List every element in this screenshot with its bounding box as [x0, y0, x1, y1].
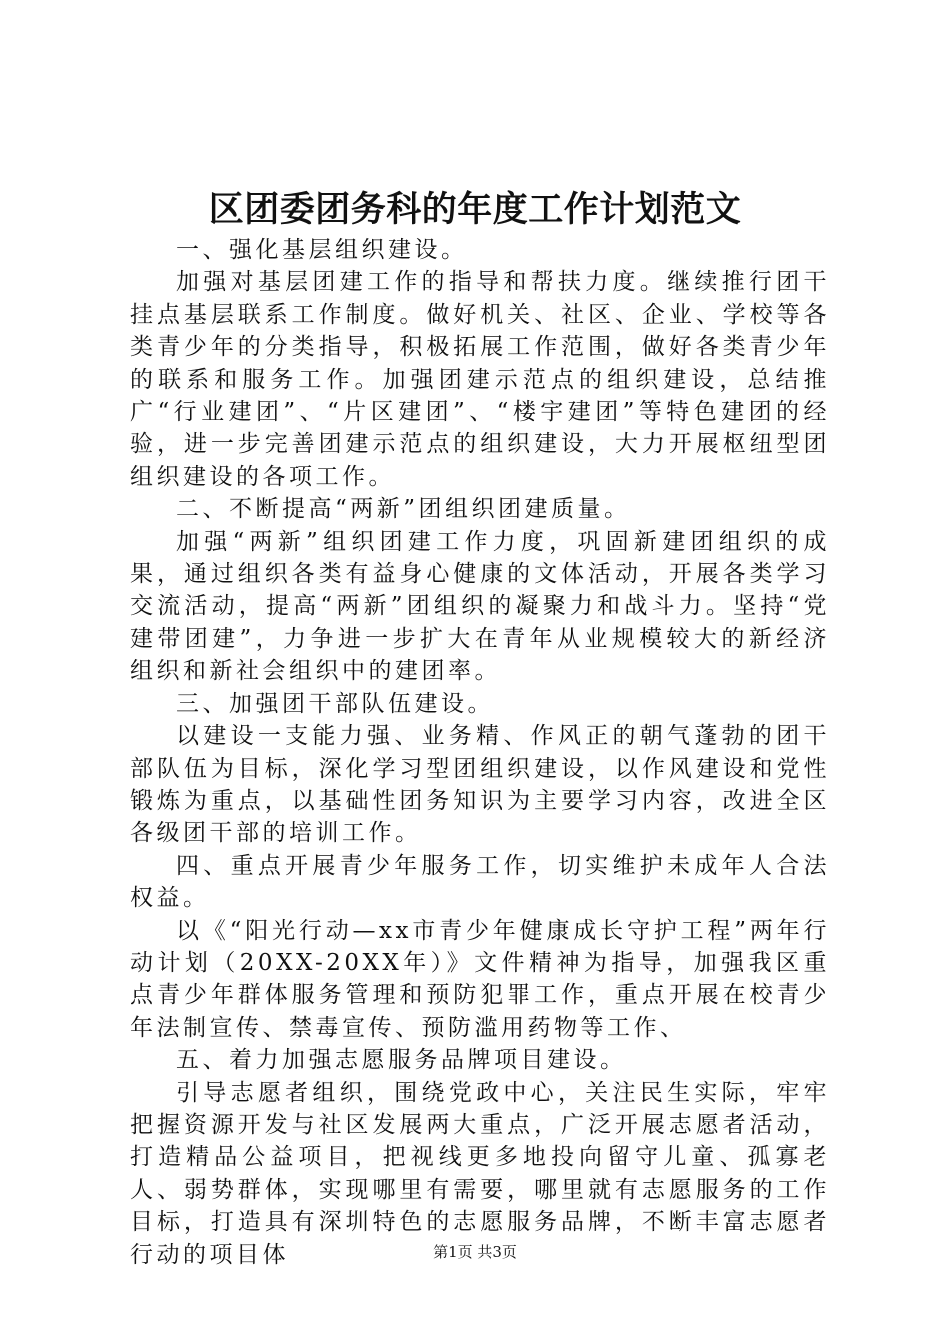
document-body — [130, 234, 830, 1271]
section-paragraph-1: 加强对基层团建工作的指导和帮扶力度。继续推行团干挂点基层联系工作制度。做好机关、社区、企业、学校等各类青少年的分类指导，积极拓展工作范围，做好各类青少年的联系和服务工作。加强团建示范点的组织建设，总结推广“行业建团”、“片区建团”、“楼宇建团”等特色建团的经验，进一步完善团建示范点的组织建设，大力开展枢纽型团组织建设的各项工作。 — [130, 269, 830, 490]
section-paragraph-3: 以建设一支能力强、业务精、作风正的朝气蓬勃的团干部队伍为目标，深化学习型团组织建设，以作风建设和党性锻炼为重点，以基础性团务知识为主要学习内容，改进全区各级团干部的培训工作。 — [130, 723, 830, 847]
section-paragraph-5: 引导志愿者组织，围绕党政中心，关注民生实际，牢牢把握资源开发与社区发展两大重点，广泛开展志愿者活动，打造精品公益项目，把视线更多地投向留守儿童、孤寡老人、弱势群体，实现哪里有需要，哪里就有志愿服务的工作目标，打造具有深圳特色的志愿服务品牌，不断丰富志愿者行动的项目体 — [130, 1079, 830, 1268]
section-heading-1: 一、强化基层组织建设。 — [176, 237, 468, 263]
section-heading-4: 四、重点开展青少年服务工作，切实维护未成年人合法权益。 — [130, 852, 830, 912]
section-heading-3: 三、加强团干部队伍建设。 — [176, 690, 494, 717]
section-heading-2: 二、不断提高“两新”团组织团建质量。 — [176, 496, 631, 523]
section-heading-5: 五、着力加强志愿服务品牌项目建设。 — [176, 1047, 627, 1074]
page-indicator: 第1页 共3页 — [433, 1243, 517, 1261]
section-paragraph-4: 以《“阳光行动—xx市青少年健康成长守护工程”两年行动计划（20XX-20XX年）》文件精神为指导，加强我区重点青少年群体服务管理和预防犯罪工作，重点开展在校青少年法制宣传、禁毒宣传、预防滥用药物等工作、 — [130, 917, 830, 1041]
document-title: 区团委团务科的年度工作计划范文 — [208, 189, 742, 230]
section-paragraph-2: 加强“两新”组织团建工作力度，巩固新建团组织的成果，通过组织各类有益身心健康的文体活动，开展各类学习交流活动，提高“两新”团组织的凝聚力和战斗力。坚持“党建带团建”，力争进一步扩大在青年从业规模较大的新经济组织和新社会组织中的建团率。 — [130, 528, 830, 685]
